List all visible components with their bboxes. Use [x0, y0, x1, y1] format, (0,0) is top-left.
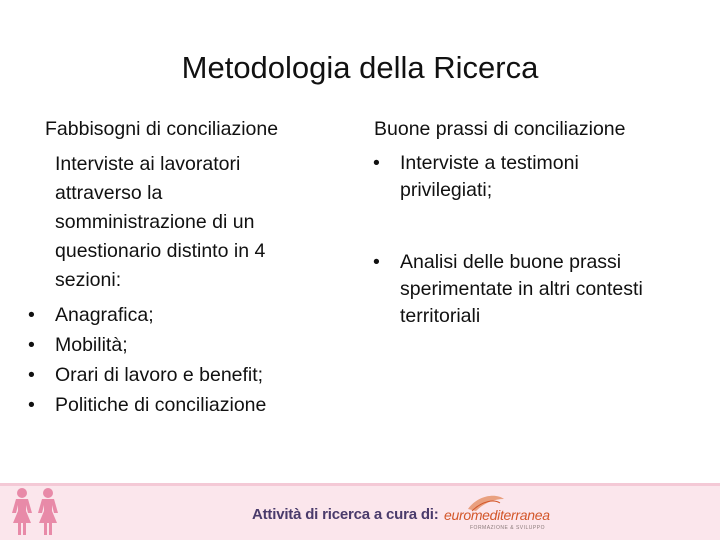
list-item-text: Anagrafica;: [55, 304, 154, 326]
intro-line: questionario distinto in 4: [55, 240, 266, 262]
bullet-icon: •: [28, 334, 35, 356]
bullet-icon: •: [28, 364, 35, 386]
intro-line: Interviste ai lavoratori: [55, 153, 241, 175]
logo-subtext: FORMAZIONE & SVILUPPO: [470, 525, 545, 531]
left-intro-text: [55, 150, 325, 295]
list-item-text: Orari di lavoro e benefit;: [55, 364, 264, 386]
people-icon: [8, 486, 63, 536]
list-item-text: Interviste a testimoni privilegiati;: [400, 152, 579, 201]
list-item: [28, 390, 266, 420]
left-column-heading: Fabbisogni di conciliazione: [45, 118, 279, 140]
list-item-text: Mobilità;: [55, 334, 128, 356]
list-item: [28, 300, 266, 330]
list-item-text: Analisi delle buone prassi sperimentate in altri contesti territoriali: [400, 251, 643, 327]
bullet-icon: •: [28, 304, 35, 326]
left-bullet-list: [28, 300, 266, 420]
bullet-icon: •: [28, 394, 35, 416]
slide-title: Metodologia della Ricerca: [181, 50, 539, 85]
right-bullet-list: [373, 150, 673, 330]
bullet-icon: •: [373, 251, 380, 273]
footer-accent-line: [0, 483, 720, 486]
list-item: [28, 330, 266, 360]
list-item: [373, 249, 673, 330]
list-item: [28, 360, 266, 390]
intro-line: somministrazione di un: [55, 211, 255, 233]
intro-line: sezioni:: [55, 269, 122, 291]
logo-wordmark: euromediterranea: [444, 507, 550, 523]
list-item: [373, 150, 673, 204]
right-column-heading: Buone prassi di conciliazione: [374, 118, 626, 140]
bullet-icon: •: [373, 152, 380, 174]
intro-line: attraverso la: [55, 182, 163, 204]
footer-credit-text: Attività di ricerca a cura di:: [252, 506, 439, 523]
list-item-text: Politiche di conciliazione: [55, 394, 267, 416]
